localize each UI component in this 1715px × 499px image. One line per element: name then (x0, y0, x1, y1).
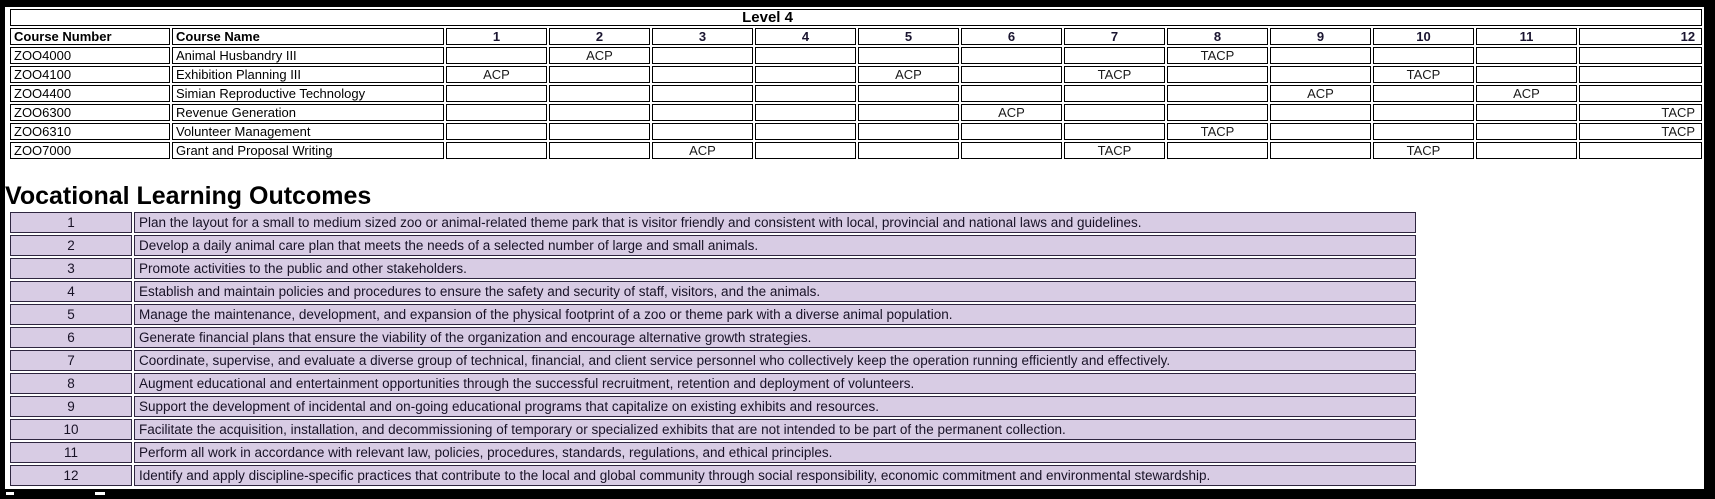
course-name-cell: Revenue Generation (172, 104, 444, 121)
outcome-row-11 (10, 442, 1416, 463)
outcome-number-cell: 5 (10, 304, 132, 325)
mark-cell-col-11 (1476, 142, 1577, 159)
outcome-number-cell: 1 (10, 212, 132, 233)
outcome-column-header-9: 9 (1270, 28, 1371, 45)
mark-cell-col-9 (1270, 47, 1371, 64)
outcome-column-header-3: 3 (652, 28, 753, 45)
outcome-text-cell: Establish and maintain policies and procedures to ensure the safety and security of staff, visitors, and the animals. (134, 281, 1416, 302)
course-number-cell: ZOO4000 (10, 47, 170, 64)
mark-cell-col-5 (858, 47, 959, 64)
mark-cell-col-11 (1476, 47, 1577, 64)
mark-cell-col-9 (1270, 66, 1371, 83)
mark-cell-col-8 (1167, 104, 1268, 121)
mark-cell-col-1 (446, 123, 547, 140)
outcome-number-cell: 10 (10, 419, 132, 440)
course-row-zoo6300 (10, 104, 1702, 121)
outcome-row-2 (10, 235, 1416, 256)
course-name-cell: Grant and Proposal Writing (172, 142, 444, 159)
course-number-cell: ZOO6310 (10, 123, 170, 140)
mark-cell-col-12: TACP (1579, 104, 1702, 121)
mark-cell-col-3 (652, 85, 753, 102)
course-number-cell: ZOO7000 (10, 142, 170, 159)
mark-cell-col-5 (858, 104, 959, 121)
course-table-header-row (10, 28, 1702, 45)
mark-cell-col-6 (961, 47, 1062, 64)
mark-cell-col-2 (549, 123, 650, 140)
mark-cell-col-10 (1373, 123, 1474, 140)
course-name-cell: Exhibition Planning III (172, 66, 444, 83)
mark-cell-col-10: TACP (1373, 142, 1474, 159)
mark-cell-col-5 (858, 85, 959, 102)
mark-cell-col-3 (652, 47, 753, 64)
mark-cell-col-8: TACP (1167, 123, 1268, 140)
mark-cell-col-7: TACP (1064, 142, 1165, 159)
mark-cell-col-3: ACP (652, 142, 753, 159)
outcome-text-cell: Augment educational and entertainment opportunities through the successful recruitment, retention and deployment of volunteers. (134, 373, 1416, 394)
outcome-row-8 (10, 373, 1416, 394)
course-name-cell: Volunteer Management (172, 123, 444, 140)
mark-cell-col-8 (1167, 66, 1268, 83)
outcome-row-9 (10, 396, 1416, 417)
mark-cell-col-7 (1064, 123, 1165, 140)
mark-cell-col-4 (755, 123, 856, 140)
course-number-cell: ZOO6300 (10, 104, 170, 121)
course-map-table (8, 7, 1704, 161)
mark-cell-col-4 (755, 85, 856, 102)
outcome-number-cell: 8 (10, 373, 132, 394)
outcome-number-cell: 7 (10, 350, 132, 371)
outcome-text-cell: Support the development of incidental and on-going educational programs that capitalize on existing exhibits and resources. (134, 396, 1416, 417)
mark-cell-col-3 (652, 104, 753, 121)
course-row-zoo4100 (10, 66, 1702, 83)
mark-cell-col-7 (1064, 47, 1165, 64)
mark-cell-col-4 (755, 66, 856, 83)
mark-cell-col-9: ACP (1270, 85, 1371, 102)
outcome-number-cell: 9 (10, 396, 132, 417)
outcome-row-12 (10, 465, 1416, 486)
outcome-text-cell: Promote activities to the public and other stakeholders. (134, 258, 1416, 279)
page-border-top (0, 0, 1715, 7)
mark-cell-col-6 (961, 123, 1062, 140)
outcome-text-cell: Perform all work in accordance with relevant law, policies, procedures, standards, regulations, and ethical principles. (134, 442, 1416, 463)
outcome-column-header-10: 10 (1373, 28, 1474, 45)
outcome-column-header-5: 5 (858, 28, 959, 45)
outcome-text-cell: Develop a daily animal care plan that meets the needs of a selected number of large and small animals. (134, 235, 1416, 256)
mark-cell-col-8: TACP (1167, 47, 1268, 64)
outcome-row-10 (10, 419, 1416, 440)
course-row-zoo4000 (10, 47, 1702, 64)
mark-cell-col-11 (1476, 104, 1577, 121)
course-row-zoo7000 (10, 142, 1702, 159)
outcome-text-cell: Coordinate, supervise, and evaluate a diverse group of technical, financial, and client service personnel who collectively keep the operation running efficiently and effectively. (134, 350, 1416, 371)
outcome-column-header-11: 11 (1476, 28, 1577, 45)
course-number-cell: ZOO4400 (10, 85, 170, 102)
mark-cell-col-11: ACP (1476, 85, 1577, 102)
mark-cell-col-3 (652, 123, 753, 140)
mark-cell-col-7: TACP (1064, 66, 1165, 83)
outcome-column-header-4: 4 (755, 28, 856, 45)
course-name-cell: Simian Reproductive Technology (172, 85, 444, 102)
mark-cell-col-10 (1373, 47, 1474, 64)
mark-cell-col-11 (1476, 66, 1577, 83)
outcome-column-header-1: 1 (446, 28, 547, 45)
outcome-number-cell: 4 (10, 281, 132, 302)
mark-cell-col-12 (1579, 142, 1702, 159)
outcomes-title: Vocational Learning Outcomes (5, 182, 372, 210)
mark-cell-col-4 (755, 104, 856, 121)
mark-cell-col-5 (858, 142, 959, 159)
mark-cell-col-9 (1270, 104, 1371, 121)
mark-cell-col-2 (549, 142, 650, 159)
outcome-row-5 (10, 304, 1416, 325)
outcome-row-3 (10, 258, 1416, 279)
mark-cell-col-2 (549, 66, 650, 83)
mark-cell-col-6 (961, 85, 1062, 102)
mark-cell-col-12 (1579, 66, 1702, 83)
outcome-text-cell: Manage the maintenance, development, and expansion of the physical footprint of a zoo or theme park with a diverse animal population. (134, 304, 1416, 325)
mark-cell-col-2 (549, 104, 650, 121)
outcome-column-header-8: 8 (1167, 28, 1268, 45)
course-name-header: Course Name (172, 28, 444, 45)
mark-cell-col-1 (446, 104, 547, 121)
outcome-column-header-6: 6 (961, 28, 1062, 45)
page-border-notch (95, 492, 105, 495)
mark-cell-col-12 (1579, 47, 1702, 64)
mark-cell-col-6: ACP (961, 104, 1062, 121)
mark-cell-col-6 (961, 66, 1062, 83)
mark-cell-col-4 (755, 47, 856, 64)
mark-cell-col-8 (1167, 85, 1268, 102)
mark-cell-col-9 (1270, 123, 1371, 140)
outcome-text-cell: Generate financial plans that ensure the viability of the organization and encourage alternative growth strategies. (134, 327, 1416, 348)
outcome-column-header-12: 12 (1579, 28, 1702, 45)
mark-cell-col-4 (755, 142, 856, 159)
mark-cell-col-12 (1579, 85, 1702, 102)
outcome-number-cell: 11 (10, 442, 132, 463)
outcome-row-6 (10, 327, 1416, 348)
outcomes-table (8, 210, 1418, 488)
course-row-zoo4400 (10, 85, 1702, 102)
outcome-row-4 (10, 281, 1416, 302)
mark-cell-col-6 (961, 142, 1062, 159)
course-number-header: Course Number (10, 28, 170, 45)
course-row-zoo6310 (10, 123, 1702, 140)
outcome-number-cell: 6 (10, 327, 132, 348)
mark-cell-col-1 (446, 47, 547, 64)
outcome-number-cell: 3 (10, 258, 132, 279)
outcome-column-header-7: 7 (1064, 28, 1165, 45)
outcome-number-cell: 12 (10, 465, 132, 486)
mark-cell-col-10: TACP (1373, 66, 1474, 83)
mark-cell-col-8 (1167, 142, 1268, 159)
page-border-notch (6, 492, 14, 495)
page-border-right (1704, 0, 1715, 499)
mark-cell-col-12: TACP (1579, 123, 1702, 140)
mark-cell-col-5 (858, 123, 959, 140)
mark-cell-col-9 (1270, 142, 1371, 159)
outcome-column-header-2: 2 (549, 28, 650, 45)
outcome-number-cell: 2 (10, 235, 132, 256)
mark-cell-col-1: ACP (446, 66, 547, 83)
outcome-row-1 (10, 212, 1416, 233)
mark-cell-col-7 (1064, 104, 1165, 121)
mark-cell-col-11 (1476, 123, 1577, 140)
mark-cell-col-1 (446, 142, 547, 159)
level-header-row (10, 9, 1702, 26)
mark-cell-col-3 (652, 66, 753, 83)
mark-cell-col-5: ACP (858, 66, 959, 83)
mark-cell-col-1 (446, 85, 547, 102)
course-name-cell: Animal Husbandry III (172, 47, 444, 64)
outcome-text-cell: Plan the layout for a small to medium sized zoo or animal-related theme park that is visitor friendly and consistent with local, provincial and national laws and guidelines. (134, 212, 1416, 233)
mark-cell-col-10 (1373, 104, 1474, 121)
mark-cell-col-2 (549, 85, 650, 102)
page-border-left (0, 0, 5, 499)
mark-cell-col-7 (1064, 85, 1165, 102)
mark-cell-col-10 (1373, 85, 1474, 102)
page-border-bottom (0, 489, 1715, 499)
level-header: Level 4 (10, 9, 1702, 26)
outcome-text-cell: Facilitate the acquisition, installation, and decommissioning of temporary or specialized exhibits that are not intended to be part of the permanent collection. (134, 419, 1416, 440)
course-number-cell: ZOO4100 (10, 66, 170, 83)
outcome-text-cell: Identify and apply discipline-specific practices that contribute to the local and global community through social responsibility, economic commitment and environmental stewardship. (134, 465, 1416, 486)
outcome-row-7 (10, 350, 1416, 371)
mark-cell-col-2: ACP (549, 47, 650, 64)
